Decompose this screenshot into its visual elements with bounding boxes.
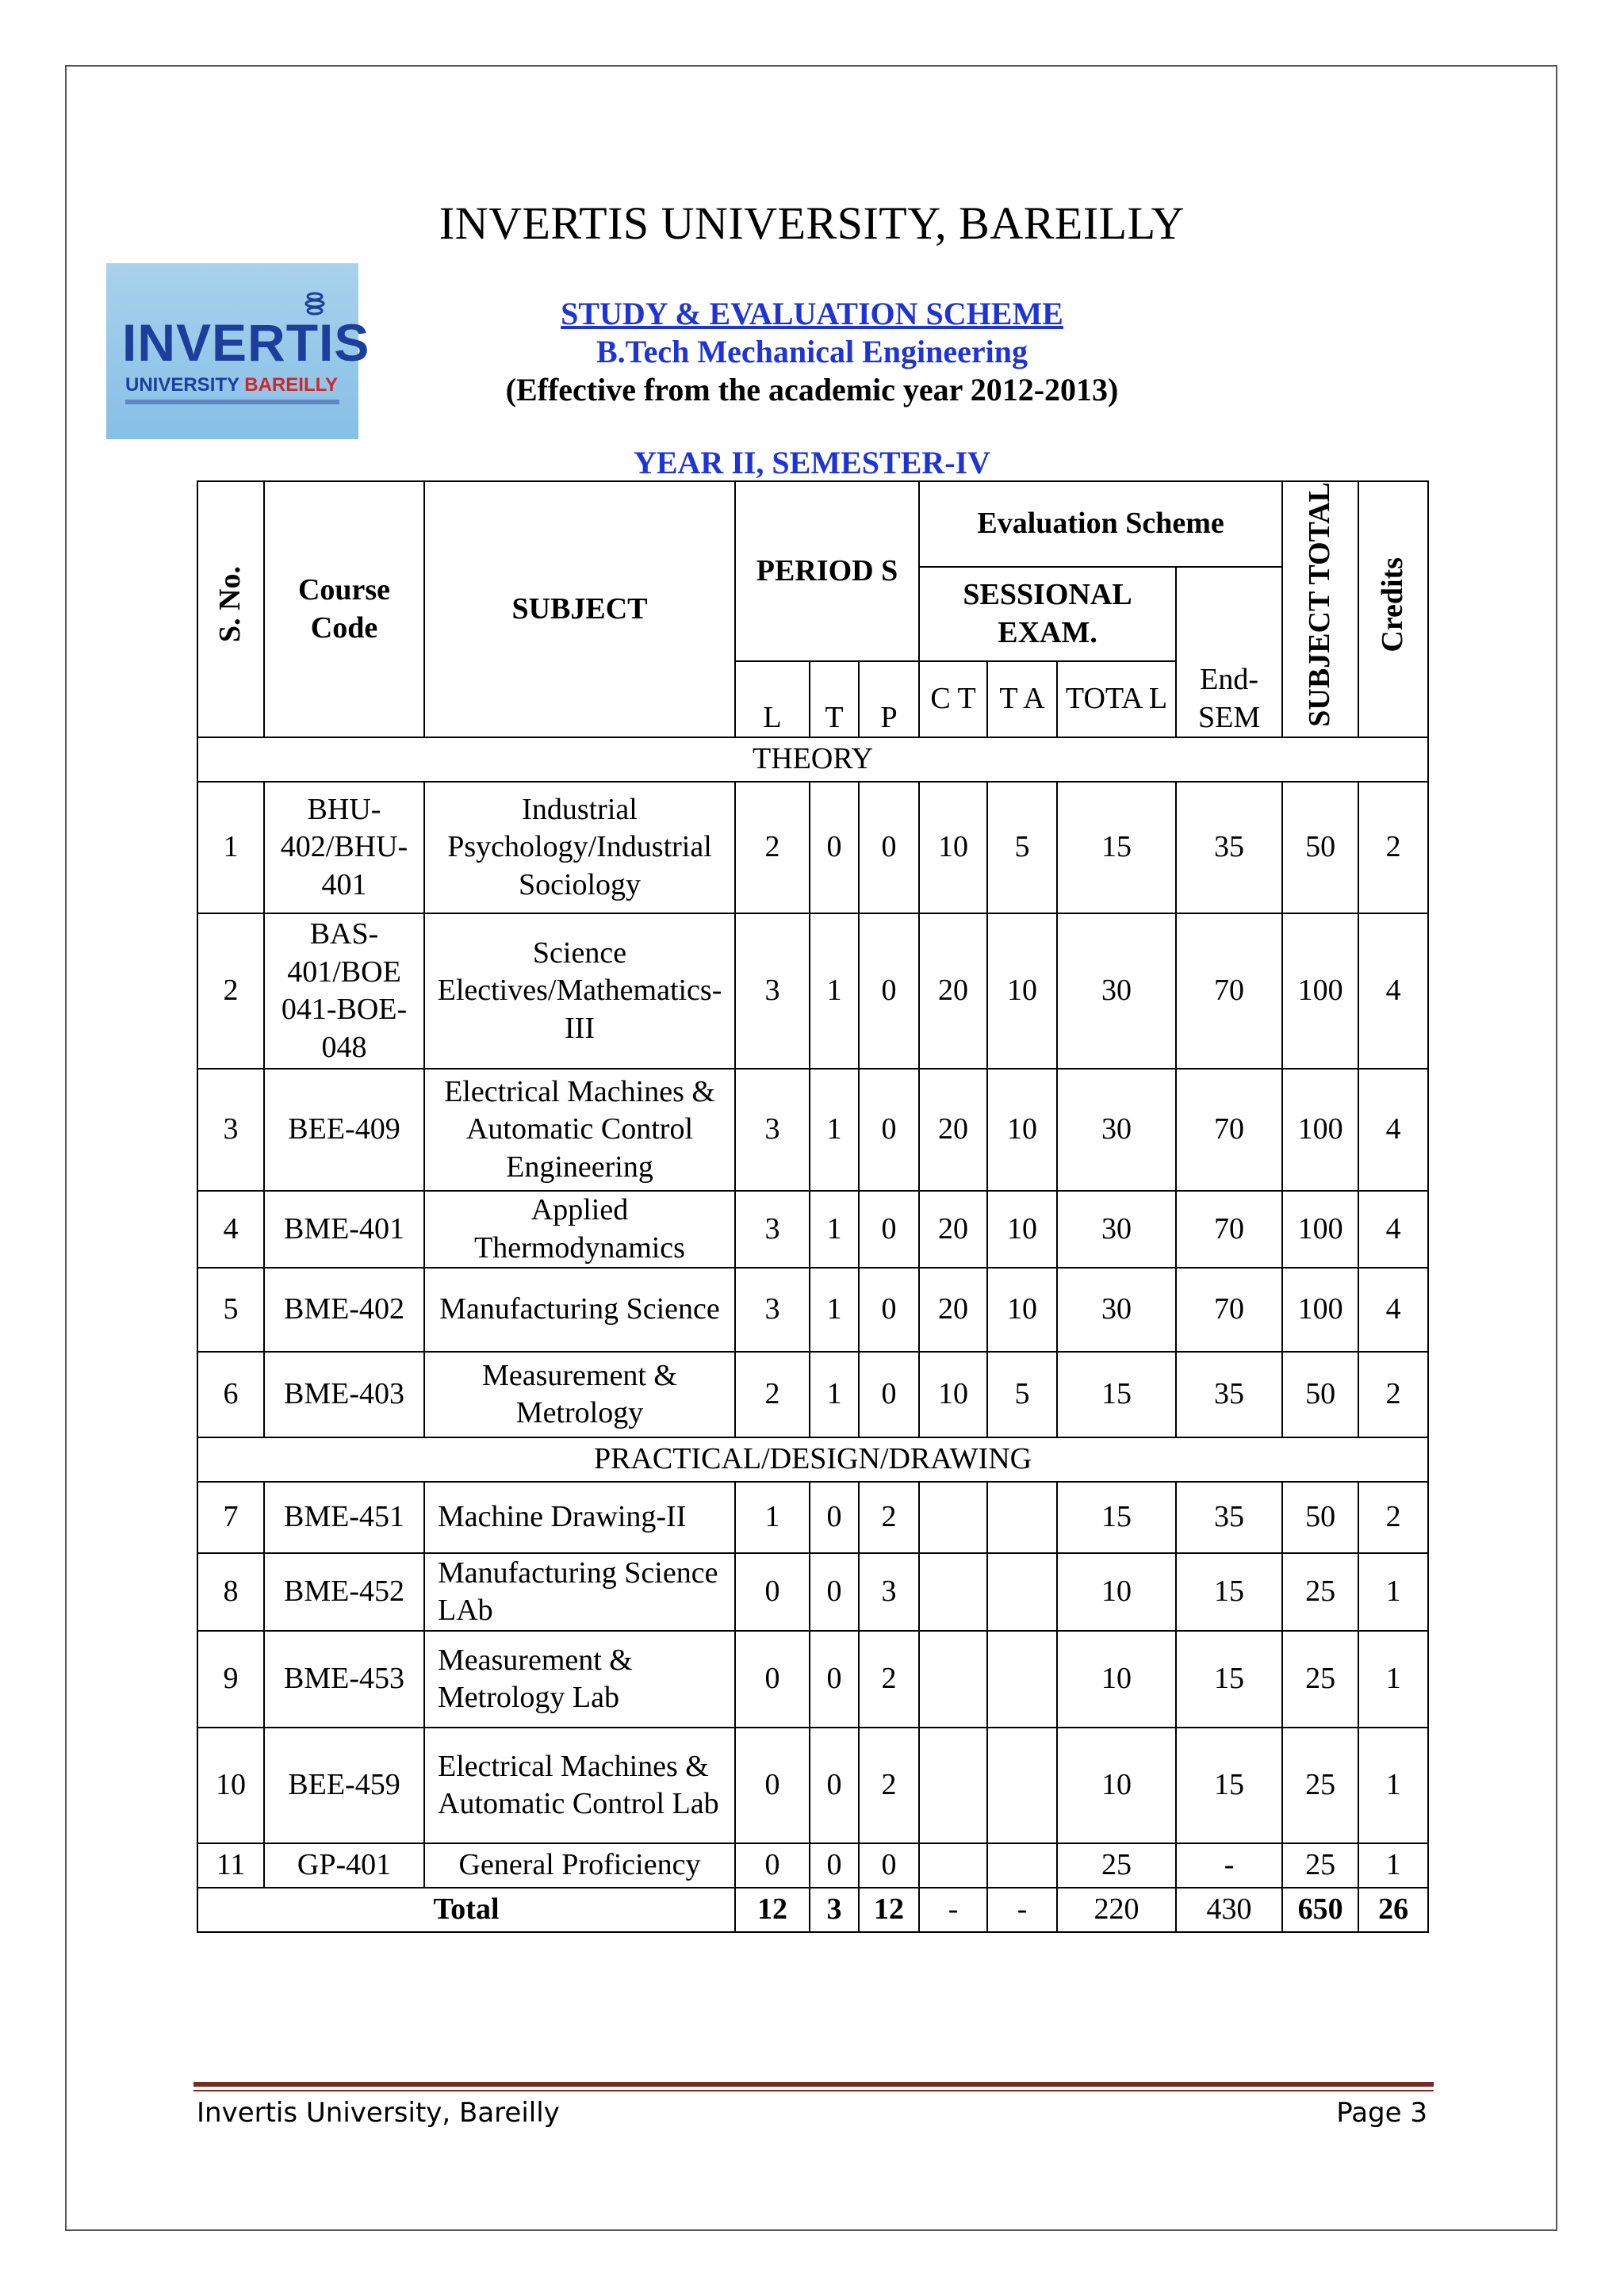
cell-l: 0 — [735, 1728, 810, 1843]
cell-ct — [919, 1843, 987, 1888]
cell-total: 10 — [1057, 1631, 1176, 1728]
cell-ta: 10 — [987, 913, 1057, 1069]
cell-subject: Applied Thermodynamics — [424, 1191, 735, 1268]
cell-l: 3 — [735, 1268, 810, 1352]
cell-t: 0 — [810, 1553, 859, 1631]
cell-subject: Electrical Machines & Automatic Control Lab — [424, 1728, 735, 1843]
cell-code: BME-452 — [264, 1553, 424, 1631]
cell-t: 1 — [810, 1352, 859, 1437]
cell-sno: 2 — [197, 913, 264, 1069]
cell-sno: 4 — [197, 1191, 264, 1268]
cell-code: BME-402 — [264, 1268, 424, 1352]
cell-code: BME-453 — [264, 1631, 424, 1728]
cell-total: 15 — [1057, 782, 1176, 913]
header-l: L — [735, 661, 810, 737]
cell-p: 0 — [859, 913, 919, 1069]
cell-code: BME-401 — [264, 1191, 424, 1268]
cell-t: 1 — [810, 1191, 859, 1268]
cell-ct: 20 — [919, 1268, 987, 1352]
cell-ta: 10 — [987, 1191, 1057, 1268]
cell-p: 2 — [859, 1482, 919, 1553]
total-ct: - — [919, 1888, 987, 1932]
cell-ct: 20 — [919, 913, 987, 1069]
cell-subject: Manufacturing Science LAb — [424, 1553, 735, 1631]
header-sno: S. No. — [197, 481, 264, 737]
cell-total: 25 — [1057, 1843, 1176, 1888]
cell-ta: 5 — [987, 782, 1057, 913]
cell-l: 1 — [735, 1482, 810, 1553]
total-total: 220 — [1057, 1888, 1176, 1932]
footer-rule — [193, 2082, 1434, 2087]
cell-subject: Measurement & Metrology — [424, 1352, 735, 1437]
cell-credits: 4 — [1358, 1191, 1428, 1268]
cell-sno: 9 — [197, 1631, 264, 1728]
cell-sno: 8 — [197, 1553, 264, 1631]
cell-credits: 2 — [1358, 782, 1428, 913]
cell-ct: 10 — [919, 1352, 987, 1437]
header-ta: T A — [987, 661, 1057, 737]
cell-p: 0 — [859, 1352, 919, 1437]
cell-end: 15 — [1176, 1631, 1282, 1728]
cell-credits: 2 — [1358, 1352, 1428, 1437]
logo-subtitle: UNIVERSITY BAREILLY — [125, 374, 339, 396]
cell-subj-total: 25 — [1282, 1631, 1358, 1728]
cell-credits: 1 — [1358, 1631, 1428, 1728]
cell-end: 70 — [1176, 913, 1282, 1069]
table-row — [197, 1352, 1428, 1437]
cell-code: BAS-401/BOE 041-BOE-048 — [264, 913, 424, 1069]
cell-ct — [919, 1482, 987, 1553]
total-credits: 26 — [1358, 1888, 1428, 1932]
cell-sno: 10 — [197, 1728, 264, 1843]
cell-ct — [919, 1553, 987, 1631]
cell-l: 3 — [735, 1191, 810, 1268]
cell-subject: General Proficiency — [424, 1843, 735, 1888]
cell-p: 2 — [859, 1728, 919, 1843]
cell-t: 0 — [810, 1482, 859, 1553]
university-title: INVERTIS UNIVERSITY, BAREILLY — [439, 197, 1185, 249]
cell-ct — [919, 1631, 987, 1728]
cell-code: BHU-402/BHU-401 — [264, 782, 424, 913]
cell-credits: 1 — [1358, 1843, 1428, 1888]
section-theory: THEORY — [197, 737, 1428, 782]
cell-end: 70 — [1176, 1069, 1282, 1191]
cell-subj-total: 25 — [1282, 1553, 1358, 1631]
total-end: 430 — [1176, 1888, 1282, 1932]
cell-end: 70 — [1176, 1268, 1282, 1352]
cell-ct: 10 — [919, 782, 987, 913]
cell-total: 30 — [1057, 1069, 1176, 1191]
cell-ct — [919, 1728, 987, 1843]
table-row — [197, 1191, 1428, 1268]
cell-end: - — [1176, 1843, 1282, 1888]
cell-subject: Measurement & Metrology Lab — [424, 1631, 735, 1728]
year-semester: YEAR II, SEMESTER-IV — [633, 445, 991, 480]
cell-code: BME-451 — [264, 1482, 424, 1553]
cell-p: 0 — [859, 782, 919, 913]
program-name: B.Tech Mechanical Engineering — [596, 334, 1028, 369]
cell-subj-total: 50 — [1282, 782, 1358, 913]
table-row — [197, 782, 1428, 913]
cell-t: 0 — [810, 1631, 859, 1728]
total-row — [197, 1888, 1428, 1932]
cell-p: 0 — [859, 1069, 919, 1191]
cell-total: 30 — [1057, 1268, 1176, 1352]
cell-ta — [987, 1843, 1057, 1888]
total-subj-total: 650 — [1282, 1888, 1358, 1932]
cell-p: 0 — [859, 1268, 919, 1352]
effective-year: (Effective from the academic year 2012-2013) — [505, 372, 1119, 408]
cell-l: 0 — [735, 1843, 810, 1888]
header-end-sem: End- SEM — [1176, 567, 1282, 737]
cell-total: 30 — [1057, 1191, 1176, 1268]
cell-total: 30 — [1057, 913, 1176, 1069]
header-t: T — [810, 661, 859, 737]
cell-l: 2 — [735, 782, 810, 913]
cell-subject: Machine Drawing-II — [424, 1482, 735, 1553]
cell-credits: 2 — [1358, 1482, 1428, 1553]
cell-subject: Electrical Machines & Automatic Control Engineering — [424, 1069, 735, 1191]
cell-subj-total: 50 — [1282, 1352, 1358, 1437]
cell-credits: 4 — [1358, 1069, 1428, 1191]
total-l: 12 — [735, 1888, 810, 1932]
cell-ta: 5 — [987, 1352, 1057, 1437]
table-row — [197, 1728, 1428, 1843]
evaluation-scheme-table — [197, 480, 1429, 1933]
cell-t: 0 — [810, 782, 859, 913]
table-row — [197, 913, 1428, 1069]
table-row — [197, 1631, 1428, 1728]
cell-total: 15 — [1057, 1482, 1176, 1553]
header-evaluation-scheme: Evaluation Scheme — [919, 481, 1282, 567]
cell-end: 35 — [1176, 1352, 1282, 1437]
cell-l: 3 — [735, 913, 810, 1069]
total-ta: - — [987, 1888, 1057, 1932]
cell-subj-total: 50 — [1282, 1482, 1358, 1553]
cell-end: 15 — [1176, 1728, 1282, 1843]
cell-subject: Science Electives/Mathematics-III — [424, 913, 735, 1069]
total-p: 12 — [859, 1888, 919, 1932]
cell-total: 10 — [1057, 1728, 1176, 1843]
footer-page-number: Page 3 — [1336, 2097, 1427, 2129]
footer-rule-thin — [193, 2090, 1434, 2091]
header-ct: C T — [919, 661, 987, 737]
cell-t: 1 — [810, 1268, 859, 1352]
cell-subj-total: 100 — [1282, 1069, 1358, 1191]
cell-subject: Manufacturing Science — [424, 1268, 735, 1352]
cell-credits: 1 — [1358, 1553, 1428, 1631]
total-t: 3 — [810, 1888, 859, 1932]
table-row — [197, 1268, 1428, 1352]
cell-sno: 6 — [197, 1352, 264, 1437]
cell-credits: 1 — [1358, 1728, 1428, 1843]
cell-code: BME-403 — [264, 1352, 424, 1437]
table-row — [197, 1482, 1428, 1553]
cell-total: 10 — [1057, 1553, 1176, 1631]
cell-subj-total: 25 — [1282, 1728, 1358, 1843]
header-subject-total: SUBJECT TOTAL — [1282, 481, 1358, 737]
cell-l: 3 — [735, 1069, 810, 1191]
cell-ct: 20 — [919, 1191, 987, 1268]
section-practical: PRACTICAL/DESIGN/DRAWING — [197, 1437, 1428, 1482]
table-row — [197, 1553, 1428, 1631]
cell-end: 35 — [1176, 1482, 1282, 1553]
cell-t: 0 — [810, 1843, 859, 1888]
cell-ta — [987, 1482, 1057, 1553]
cell-ta — [987, 1728, 1057, 1843]
cell-l: 0 — [735, 1553, 810, 1631]
table-row — [197, 1069, 1428, 1191]
cell-l: 0 — [735, 1631, 810, 1728]
cell-subj-total: 100 — [1282, 913, 1358, 1069]
cell-credits: 4 — [1358, 913, 1428, 1069]
cell-l: 2 — [735, 1352, 810, 1437]
cell-total: 15 — [1057, 1352, 1176, 1437]
cell-t: 1 — [810, 913, 859, 1069]
cell-sno: 5 — [197, 1268, 264, 1352]
cell-ta — [987, 1631, 1057, 1728]
header-periods: PERIOD S — [735, 481, 919, 661]
cell-p: 0 — [859, 1843, 919, 1888]
table-row — [197, 1843, 1428, 1888]
cell-p: 0 — [859, 1191, 919, 1268]
logo-wordmark: INVERTIS — [122, 313, 370, 372]
cell-subject: Industrial Psychology/Industrial Sociology — [424, 782, 735, 913]
cell-p: 3 — [859, 1553, 919, 1631]
header-subject: SUBJECT — [424, 481, 735, 737]
cell-subj-total: 100 — [1282, 1191, 1358, 1268]
cell-t: 0 — [810, 1728, 859, 1843]
cell-sno: 11 — [197, 1843, 264, 1888]
header-course-code: Course Code — [264, 481, 424, 737]
cell-ta: 10 — [987, 1268, 1057, 1352]
header-sessional-exam: SESSIONAL EXAM. — [919, 567, 1176, 661]
cell-ct: 20 — [919, 1069, 987, 1191]
cell-sno: 3 — [197, 1069, 264, 1191]
footer-university: Invertis University, Bareilly — [197, 2097, 560, 2129]
cell-code: BEE-409 — [264, 1069, 424, 1191]
cell-end: 35 — [1176, 782, 1282, 913]
cell-ta — [987, 1553, 1057, 1631]
cell-subj-total: 100 — [1282, 1268, 1358, 1352]
header-p: P — [859, 661, 919, 737]
cell-p: 2 — [859, 1631, 919, 1728]
cell-code: GP-401 — [264, 1843, 424, 1888]
cell-end: 15 — [1176, 1553, 1282, 1631]
cell-ta: 10 — [987, 1069, 1057, 1191]
header-total: TOTA L — [1057, 661, 1176, 737]
header-credits: Credits — [1358, 481, 1428, 737]
cell-credits: 4 — [1358, 1268, 1428, 1352]
cell-subj-total: 25 — [1282, 1843, 1358, 1888]
cell-code: BEE-459 — [264, 1728, 424, 1843]
scheme-title: STUDY & EVALUATION SCHEME — [561, 296, 1063, 331]
cell-sno: 1 — [197, 782, 264, 913]
cell-sno: 7 — [197, 1482, 264, 1553]
cell-t: 1 — [810, 1069, 859, 1191]
cell-end: 70 — [1176, 1191, 1282, 1268]
total-label: Total — [197, 1888, 735, 1932]
